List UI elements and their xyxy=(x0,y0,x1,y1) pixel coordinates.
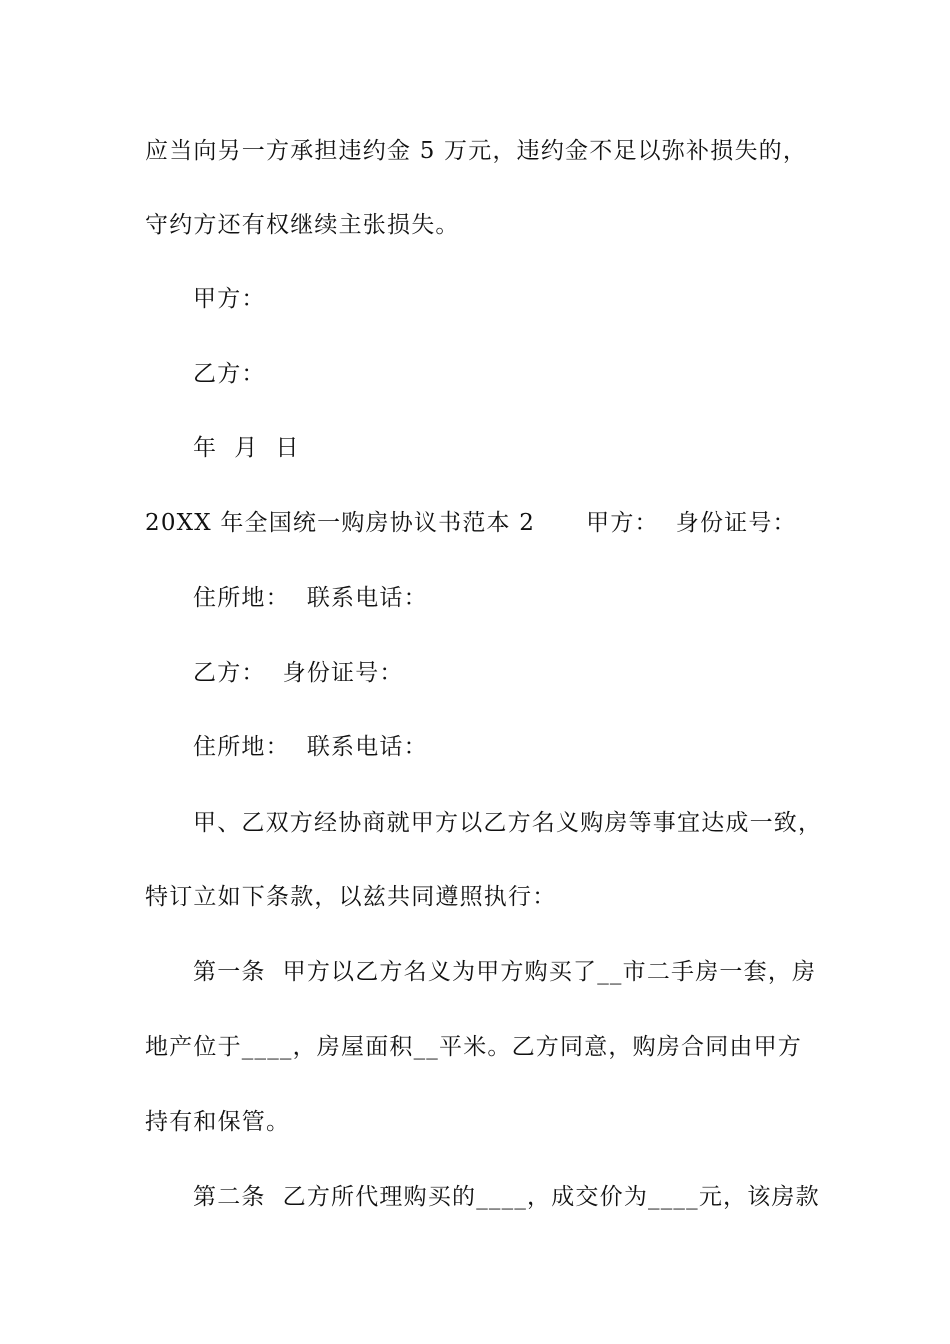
party-a-label: 甲方： xyxy=(193,286,266,312)
paragraph-line: 应当向另一方承担违约金 5 万元，违约金不足以弥补损失的， xyxy=(145,138,808,164)
paragraph-line: 守约方还有权继续主张损失。 xyxy=(145,212,460,238)
party-b-address-line: 住所地： 联系电话： xyxy=(193,734,428,760)
article-one-line: 第一条 甲方以乙方名义为甲方购买了__市二手房一套，房 xyxy=(193,959,817,985)
article-two-line: 第二条 乙方所代理购买的____，成交价为____元，该房款 xyxy=(193,1184,820,1210)
paragraph-line: 甲、乙双方经协商就甲方以乙方名义购房等事宜达成一致， xyxy=(193,810,823,836)
paragraph-line: 地产位于____，房屋面积__平米。乙方同意，购房合同由甲方 xyxy=(145,1034,802,1060)
party-b-label: 乙方： xyxy=(193,361,266,387)
paragraph-line: 持有和保管。 xyxy=(145,1109,291,1135)
party-b-id-line: 乙方： 身份证号： xyxy=(193,660,404,686)
party-a-address-line: 住所地： 联系电话： xyxy=(193,585,428,611)
section-title: 20XX 年全国统一购房协议书范本 2 甲方： 身份证号： xyxy=(145,510,797,536)
date-line: 年 月 日 xyxy=(193,435,300,461)
paragraph-line: 特订立如下条款，以兹共同遵照执行： xyxy=(145,884,557,910)
